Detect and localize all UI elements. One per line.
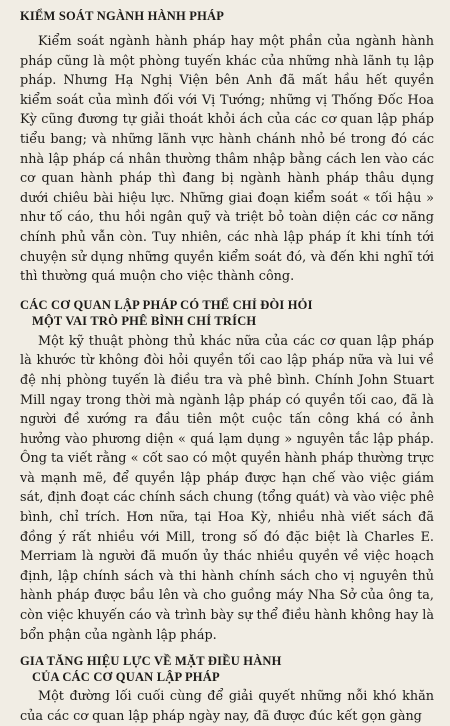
- heading-line: GIA TĂNG HIỆU LỰC VỀ MẶT ĐIỀU HÀNH: [20, 654, 282, 669]
- heading-line: MỘT VAI TRÒ PHÊ BÌNH CHỈ TRÍCH: [32, 313, 257, 328]
- paragraph-operational-efficiency: Một đường lối cuối cùng để giải quyết những nỗi khó khăn của các cơ quan lập pháp ngày nay, đã được đúc kết gọn gàng: [20, 689, 434, 724]
- section-heading-operational-efficiency: [20, 653, 434, 685]
- heading-line: KIỂM SOÁT NGÀNH HÀNH PHÁP: [20, 9, 225, 23]
- heading-line: CỦA CÁC CƠ QUAN LẬP PHÁP: [32, 670, 220, 685]
- paragraph-executive-control: Kiểm soát ngành hành pháp hay một phần của ngành hành pháp cũng là một phòng tuyến khác của những nhà lãnh tụ lập pháp. Nhưng Hạ Nghị Viện bên Anh đã mất hầu hết quyền kiểm soát của mình đối với Vị Tướng; những vị Thống Đốc Hoa Kỳ cũng đương tự giải thoát khỏi ách của các cơ quan lập pháp tiểu bang; và những lãnh vực hành chánh nhỏ bé trong đó các nhà lập pháp cá nhân thường thâm nhập bằng cách len vào các cơ quan hành pháp thì đang bị ngành hành pháp thâu dụng dưới chiêu bài hiệu lực. Những giai đoạn kiểm soát « tối hậu » như tố cáo, thu hồi ngân quỹ và triệt bỏ toàn diện các cơ năng chính phủ vẫn còn. Tuy nhiên, các nhà lập pháp ít khi tính tới chuyện sử dụng những quyền kiểm soát đó, và đến khi nghĩ tới thì thường quá muộn cho việc thành công.: [20, 34, 434, 285]
- heading-line: CÁC CƠ QUAN LẬP PHÁP CÓ THỂ CHỈ ĐÒI HỎI: [20, 297, 313, 312]
- section-heading-critical-role: [20, 297, 434, 329]
- section-heading-executive-control: [20, 8, 434, 24]
- paragraph-critical-role: Một kỹ thuật phòng thủ khác nữa của các cơ quan lập pháp là khước từ không đòi hỏi quyền tối cao lập pháp nữa và lui về đệ nhị phòng tuyến là điều tra và phê bình. Chính John Stuart Mill ngay trong thời mà ngành lập pháp có quyền tối cao, đã là người đề xướng ra đầu tiên một cuộc tấn công khá có ảnh hưởng vào phương diện « quá lạm dụng » nguyên tắc lập pháp. Ông ta viết rằng « cốt sao có một quyền hành pháp thường trực và mạnh mẽ, để quyền lập pháp được hạn chế vào việc giám sát, định đoạt các chính sách chung (tổng quát) và vào việc phê bình, chỉ trích. Hơn nữa, tại Hoa Kỳ, nhiều nhà viết sách đã đồng ý rất nhiều với Mill, trong số đó đặc biệt là Charles E. Merriam là người đã muốn ủy thác nhiều quyền về việc hoạch định, lập chính sách và thi hành chính sách cho vị nguyên thủ hành pháp được bầu lên và cho guồng máy Nha Sở của ông ta, còn việc khuyến cáo và trình bày sự thể điều hành không hay là bổn phận của ngành lập pháp.: [20, 333, 434, 643]
